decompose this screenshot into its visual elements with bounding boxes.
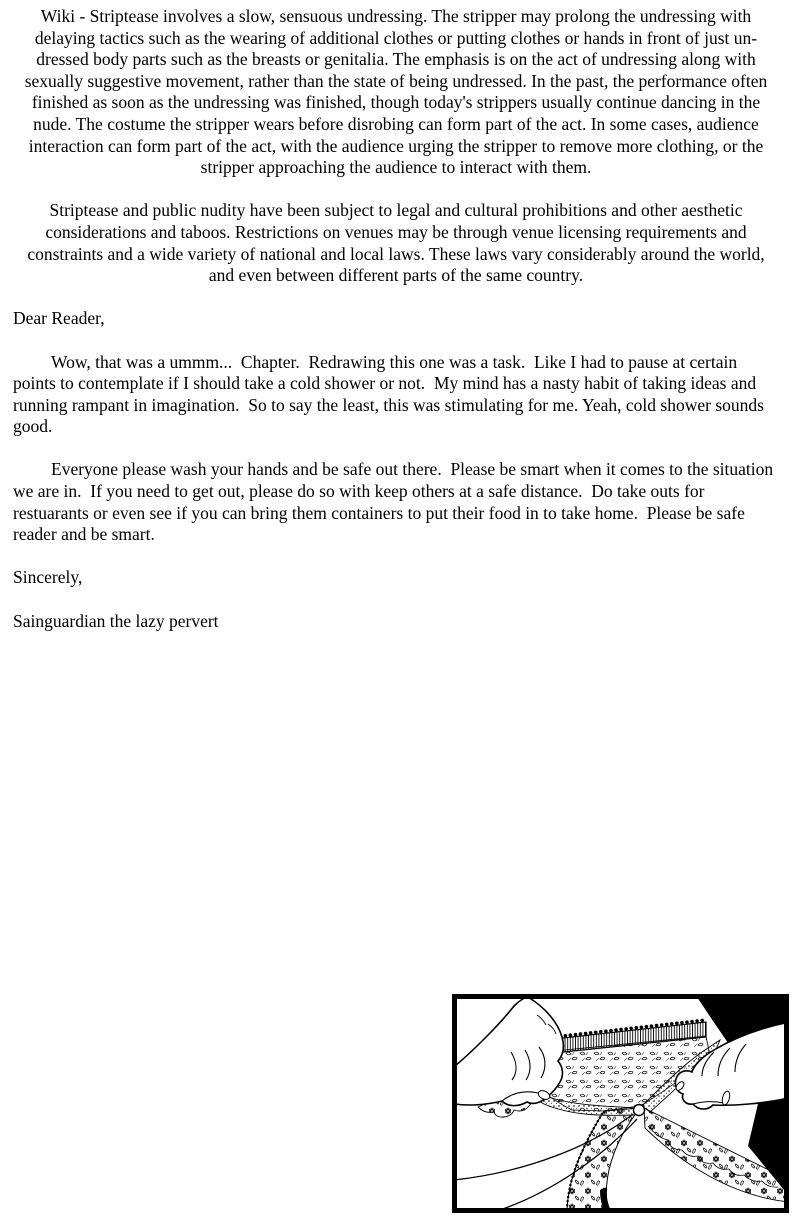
letter-paragraph-1: Wow, that was a ummm... Chapter. Redrawing this one was a task. Like I had to pause at certain points to contemplate if I should take a cold shower or not. My mind has a nasty habit of taking ideas and running rampant in imagination. So to say the least, this was stimulating for me. Yeah, cold shower sounds good. xyxy=(13,351,769,437)
letter-signature: Sainguardian the lazy pervert xyxy=(13,610,219,631)
letter-paragraph-2: Everyone please wash your hands and be safe out there. Please be smart when it comes to the situation we are in. If you need to get out, please do so with keep others at a safe distance. Do take outs for restuarants or even see if you can bring them containers to put their food in to take home. Please be safe reader and be smart. xyxy=(13,459,778,545)
ribbon-knot xyxy=(634,1105,645,1116)
letter-salutation: Dear Reader, xyxy=(13,308,105,329)
wiki-excerpt-paragraph-1: Wiki - Striptease involves a slow, sensuous undressing. The stripper may prolong the undressing with delaying tactics such as the wearing of additional clothes or putting clothes or hands in front of just undressed body parts such as the breasts or genitalia. The emphasis is on the act of undressing along with sexually suggestive movement, rather than the state of being undressed. In the past, the performance often finished as soon as the undressing was finished, though today's strippers usually continue dancing in the nude. The costume the stripper wears before disrobing can form part of the act. In some cases, audience interaction can form part of the act, with the audience urging the stripper to remove more clothing, or the stripper approaching the audience to interact with them. xyxy=(24,6,768,178)
line-art-canvas xyxy=(452,994,789,1213)
wiki-excerpt-paragraph-2: Striptease and public nudity have been subject to legal and cultural prohibitions and other aesthetic considerations and taboos. Restrictions on venues may be through venue licensing requirements and constraints and a wide variety of national and local laws. These laws vary considerably around the world, and even between different parts of the same country. xyxy=(27,200,765,286)
panties-untying-illustration xyxy=(452,994,789,1213)
page-text xyxy=(13,6,779,654)
letter-closing: Sincerely, xyxy=(13,567,83,588)
